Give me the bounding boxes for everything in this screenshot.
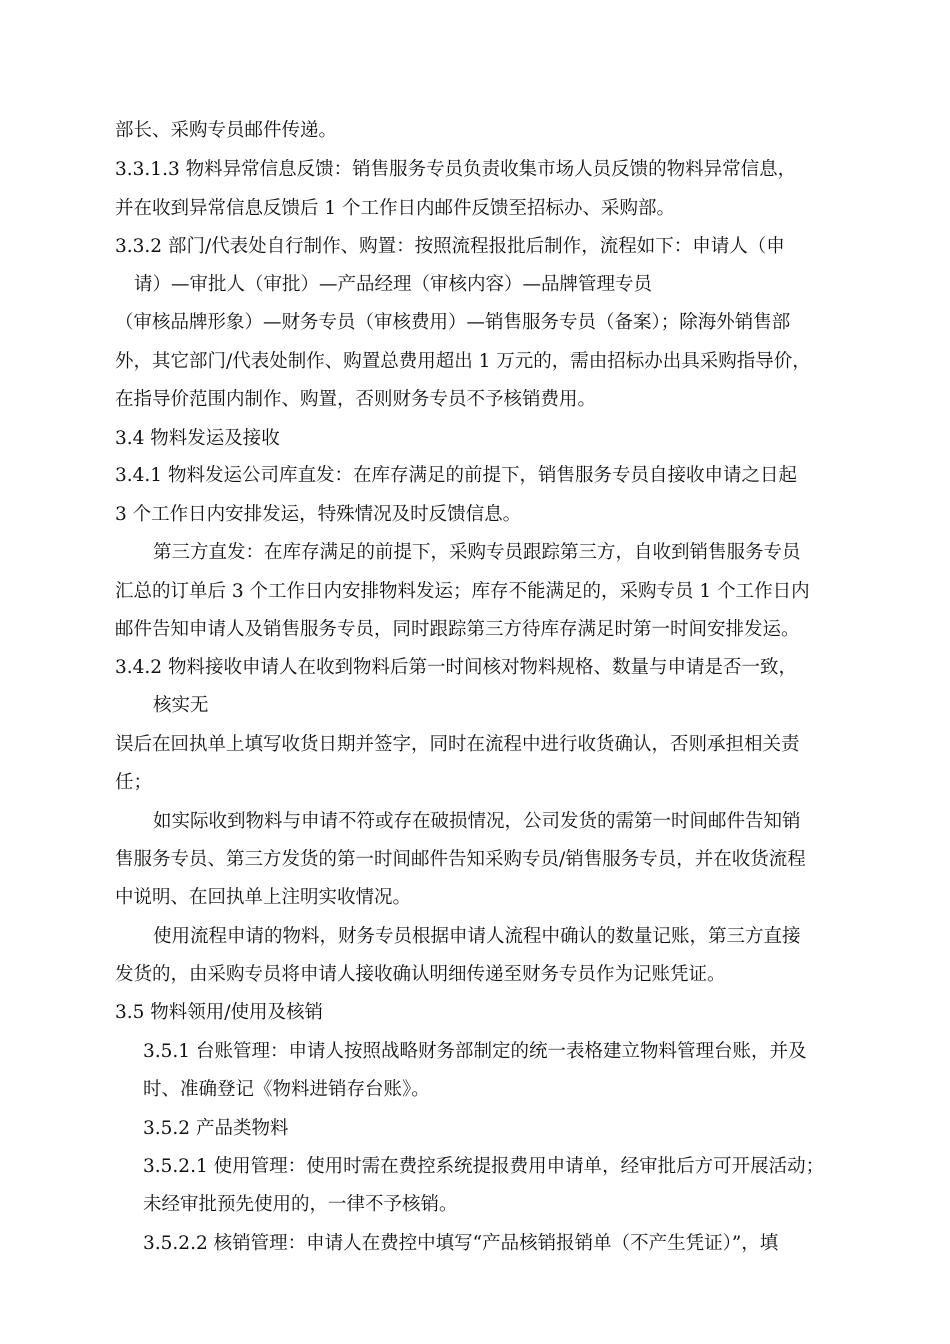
text-line: 售服务专员、第三方发货的第一时间邮件告知采购专员/销售服务专员，并在收货流程 <box>115 849 806 870</box>
text-line: 发货的，由采购专员将申请人接收确认明细传递至财务专员作为记账凭证。 <box>115 964 726 985</box>
text-line: 3 个工作日内安排发运，特殊情况及时反馈信息。 <box>115 504 522 525</box>
text-line: 在指导价范围内制作、购置，否则财务专员不予核销费用。 <box>115 389 597 410</box>
text-line: 使用流程申请的物料，财务专员根据申请人流程中确认的数量记账，第三方直接 <box>153 926 801 947</box>
text-line: 误后在回执单上填写收货日期并签字，同时在流程中进行收货确认，否则承担相关责 <box>115 734 800 755</box>
text-line: 3.4.2 物料接收申请人在收到物料后第一时间核对物料规格、数量与申请是否一致， <box>115 657 797 678</box>
text-line: 3.5.2.2 核销管理：申请人在费控中填写“产品核销报销单（不产生凭证）”，填 <box>143 1233 779 1254</box>
text-line: 任； <box>115 772 153 793</box>
text-line: 中说明、在回执单上注明实收情况。 <box>115 887 412 908</box>
section-heading: 3.5 物料领用/使用及核销 <box>115 1002 324 1023</box>
text-line: （审核品牌形象）—财务专员（审核费用）—销售服务专员（备案）；除海外销售部 <box>115 312 791 333</box>
text-line: 3.4.1 物料发运公司库直发：在库存满足的前提下，销售服务专员自接收申请之日起 <box>115 465 797 486</box>
text-line: 3.3.2 部门/代表处自行制作、购置：按照流程报批后制作，流程如下：申请人（申 <box>115 236 785 257</box>
text-line: 部长、采购专员邮件传递。 <box>115 120 338 141</box>
text-line: 外，其它部门/代表处制作、购置总费用超出 1 万元的，需由招标办出具采购指导价， <box>115 351 811 372</box>
text-line: 3.3.1.3 物料异常信息反馈：销售服务专员负责收集市场人员反馈的物料异常信息， <box>115 159 797 180</box>
text-line: 未经审批预先使用的，一律不予核销。 <box>143 1194 458 1215</box>
text-line: 核实无 <box>153 695 209 716</box>
section-heading: 3.4 物料发运及接收 <box>115 428 280 449</box>
text-line: 如实际收到物料与申请不符或存在破损情况，公司发货的需第一时间邮件告知销 <box>153 811 801 832</box>
text-line: 3.5.1 台账管理：申请人按照战略财务部制定的统一表格建立物料管理台账，并及 <box>143 1041 807 1062</box>
text-line: 第三方直发：在库存满足的前提下，采购专员跟踪第三方，自收到销售服务专员 <box>153 542 801 563</box>
text-line: 汇总的订单后 3 个工作日内安排物料发运；库存不能满足的，采购专员 1 个工作日内 <box>115 581 810 602</box>
text-line: 3.5.2.1 使用管理：使用时需在费控系统提报费用申请单，经审批后方可开展活动； <box>143 1156 825 1177</box>
subsection-heading: 3.5.2 产品类物料 <box>143 1118 289 1139</box>
text-line: 请）—审批人（审批）—产品经理（审核内容）—品牌管理专员 <box>134 274 653 295</box>
text-line: 并在收到异常信息反馈后 1 个工作日内邮件反馈至招标办、采购部。 <box>115 198 676 219</box>
text-line: 邮件告知申请人及销售服务专员，同时跟踪第三方待库存满足时第一时间安排发运。 <box>115 619 800 640</box>
text-line: 时、准确登记《物料进销存台账》。 <box>143 1079 430 1100</box>
